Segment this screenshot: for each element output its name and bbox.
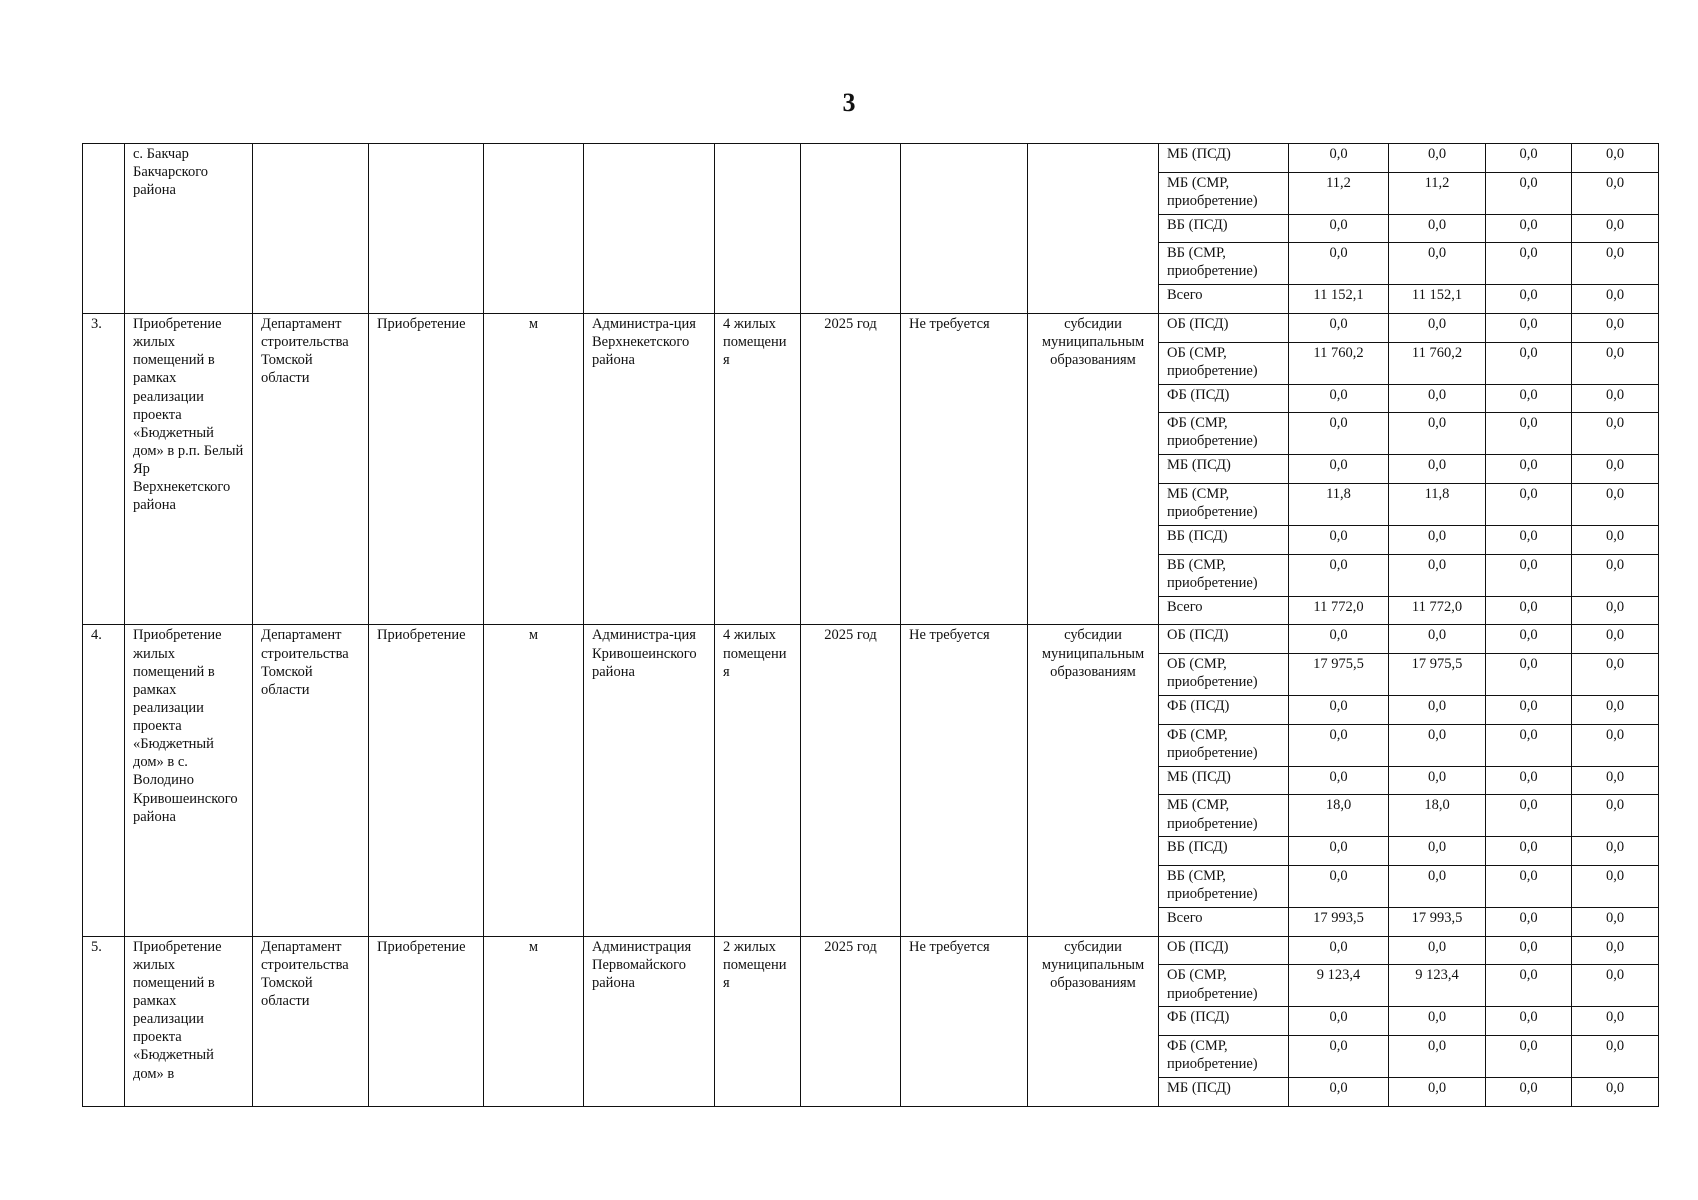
finance-source-cell: ОБ (ПСД) <box>1159 314 1289 343</box>
finance-value-cell: 0,0 <box>1486 285 1572 314</box>
customer-cell: Департамент строительства Томской области <box>253 314 369 625</box>
work-type-cell: Приобретение <box>369 625 484 936</box>
finance-value-cell: 0,0 <box>1572 285 1659 314</box>
capacity-cell: 4 жилых помещения <box>715 625 801 936</box>
finance-source-cell: Всего <box>1159 285 1289 314</box>
expertise-cell <box>901 144 1028 314</box>
finance-value-cell: 0,0 <box>1389 1036 1486 1078</box>
finance-value-cell: 0,0 <box>1572 837 1659 866</box>
finance-value-cell: 0,0 <box>1486 1007 1572 1036</box>
finance-value-cell: 0,0 <box>1486 384 1572 413</box>
finance-value-cell: 0,0 <box>1486 314 1572 343</box>
finance-value-cell: 11 772,0 <box>1289 596 1389 625</box>
finance-value-cell: 0,0 <box>1389 413 1486 455</box>
finance-value-cell: 0,0 <box>1289 144 1389 173</box>
finance-source-cell: ВБ (СМР, приобретение) <box>1159 866 1289 908</box>
finance-source-cell: ФБ (ПСД) <box>1159 384 1289 413</box>
finance-value-cell: 0,0 <box>1572 484 1659 526</box>
finance-value-cell: 11 760,2 <box>1389 342 1486 384</box>
finance-value-cell: 0,0 <box>1389 936 1486 965</box>
finance-source-cell: Всего <box>1159 908 1289 937</box>
finance-value-cell: 0,0 <box>1572 172 1659 214</box>
finance-value-cell: 0,0 <box>1486 455 1572 484</box>
finance-value-cell: 11,2 <box>1389 172 1486 214</box>
finance-value-cell: 0,0 <box>1389 384 1486 413</box>
finance-value-cell: 0,0 <box>1572 554 1659 596</box>
finance-value-cell: 17 975,5 <box>1289 654 1389 696</box>
finance-value-cell: 11,8 <box>1289 484 1389 526</box>
finance-value-cell: 0,0 <box>1572 243 1659 285</box>
finance-source-cell: ФБ (СМР, приобретение) <box>1159 724 1289 766</box>
finance-value-cell: 0,0 <box>1572 625 1659 654</box>
finance-value-cell: 0,0 <box>1389 696 1486 725</box>
recipient-cell: Администра-ция Верхнекетского района <box>584 314 715 625</box>
finance-value-cell: 17 993,5 <box>1289 908 1389 937</box>
finance-value-cell: 0,0 <box>1289 837 1389 866</box>
finance-source-cell: МБ (ПСД) <box>1159 1078 1289 1107</box>
finance-source-cell: ОБ (СМР, приобретение) <box>1159 965 1289 1007</box>
finance-value-cell: 0,0 <box>1572 144 1659 173</box>
finance-value-cell: 0,0 <box>1572 795 1659 837</box>
period-cell: 2025 год <box>801 625 901 936</box>
finance-value-cell: 0,0 <box>1486 936 1572 965</box>
finance-value-cell: 0,0 <box>1486 696 1572 725</box>
recipient-cell: Администра-ция Кривошеинского района <box>584 625 715 936</box>
expertise-cell: Не требуется <box>901 314 1028 625</box>
finance-value-cell: 0,0 <box>1486 908 1572 937</box>
row-number-cell: 3. <box>83 314 125 625</box>
table-row <box>83 936 1659 965</box>
finance-source-cell: ОБ (СМР, приобретение) <box>1159 342 1289 384</box>
finance-value-cell: 0,0 <box>1289 455 1389 484</box>
finance-value-cell: 0,0 <box>1289 866 1389 908</box>
finance-value-cell: 0,0 <box>1486 837 1572 866</box>
finance-value-cell: 11 152,1 <box>1389 285 1486 314</box>
finance-value-cell: 0,0 <box>1389 625 1486 654</box>
unit-cell: м <box>484 625 584 936</box>
period-cell <box>801 144 901 314</box>
finance-value-cell: 0,0 <box>1572 866 1659 908</box>
finance-value-cell: 0,0 <box>1572 214 1659 243</box>
finance-value-cell: 0,0 <box>1486 866 1572 908</box>
period-cell: 2025 год <box>801 936 901 1106</box>
finance-source-cell: ОБ (ПСД) <box>1159 625 1289 654</box>
unit-cell <box>484 144 584 314</box>
finance-value-cell: 0,0 <box>1572 908 1659 937</box>
table-row <box>83 144 1659 173</box>
finance-value-cell: 0,0 <box>1572 413 1659 455</box>
finance-source-cell: МБ (СМР, приобретение) <box>1159 172 1289 214</box>
customer-cell <box>253 144 369 314</box>
funding-form-cell: субсидии муниципальным образованиям <box>1028 936 1159 1106</box>
unit-cell: м <box>484 314 584 625</box>
finance-value-cell: 11,2 <box>1289 172 1389 214</box>
finance-source-cell: ФБ (СМР, приобретение) <box>1159 413 1289 455</box>
finance-source-cell: ФБ (ПСД) <box>1159 696 1289 725</box>
finance-value-cell: 0,0 <box>1486 243 1572 285</box>
finance-value-cell: 0,0 <box>1572 696 1659 725</box>
finance-value-cell: 9 123,4 <box>1389 965 1486 1007</box>
recipient-cell: Администрация Первомайского района <box>584 936 715 1106</box>
finance-source-cell: МБ (ПСД) <box>1159 455 1289 484</box>
expertise-cell: Не требуется <box>901 936 1028 1106</box>
finance-value-cell: 0,0 <box>1486 654 1572 696</box>
row-number-cell: 4. <box>83 625 125 936</box>
object-name-cell: Приобретение жилых помещений в рамках реализации проекта «Бюджетный дом» в р.п. Белый Яр Верхнекетского района <box>125 314 253 625</box>
finance-value-cell: 0,0 <box>1572 314 1659 343</box>
finance-source-cell: ВБ (ПСД) <box>1159 837 1289 866</box>
customer-cell: Департамент строительства Томской области <box>253 936 369 1106</box>
row-number-cell <box>83 144 125 314</box>
customer-cell: Департамент строительства Томской области <box>253 625 369 936</box>
finance-value-cell: 0,0 <box>1289 625 1389 654</box>
finance-value-cell: 0,0 <box>1289 1007 1389 1036</box>
finance-value-cell: 0,0 <box>1289 413 1389 455</box>
finance-value-cell: 0,0 <box>1486 795 1572 837</box>
finance-source-cell: МБ (СМР, приобретение) <box>1159 484 1289 526</box>
recipient-cell <box>584 144 715 314</box>
finance-value-cell: 0,0 <box>1289 696 1389 725</box>
finance-value-cell: 0,0 <box>1289 314 1389 343</box>
finance-value-cell: 0,0 <box>1572 1007 1659 1036</box>
page-number: 3 <box>842 88 856 117</box>
finance-value-cell: 17 993,5 <box>1389 908 1486 937</box>
object-name-cell: с. Бакчар Бакчарского района <box>125 144 253 314</box>
budget-table <box>82 143 1659 1107</box>
finance-value-cell: 0,0 <box>1289 1036 1389 1078</box>
finance-value-cell: 0,0 <box>1289 554 1389 596</box>
work-type-cell: Приобретение <box>369 314 484 625</box>
finance-value-cell: 11 152,1 <box>1289 285 1389 314</box>
finance-value-cell: 0,0 <box>1572 455 1659 484</box>
finance-value-cell: 0,0 <box>1486 724 1572 766</box>
finance-source-cell: ВБ (СМР, приобретение) <box>1159 554 1289 596</box>
finance-value-cell: 0,0 <box>1289 936 1389 965</box>
finance-value-cell: 18,0 <box>1289 795 1389 837</box>
finance-value-cell: 0,0 <box>1572 526 1659 555</box>
table-row <box>83 625 1659 654</box>
finance-source-cell: МБ (СМР, приобретение) <box>1159 795 1289 837</box>
finance-value-cell: 0,0 <box>1389 314 1486 343</box>
finance-value-cell: 0,0 <box>1486 484 1572 526</box>
finance-value-cell: 0,0 <box>1389 554 1486 596</box>
finance-value-cell: 9 123,4 <box>1289 965 1389 1007</box>
object-name-cell: Приобретение жилых помещений в рамках реализации проекта «Бюджетный дом» в <box>125 936 253 1106</box>
finance-value-cell: 0,0 <box>1572 936 1659 965</box>
funding-form-cell <box>1028 144 1159 314</box>
finance-source-cell: Всего <box>1159 596 1289 625</box>
finance-value-cell: 0,0 <box>1486 1036 1572 1078</box>
finance-value-cell: 0,0 <box>1389 144 1486 173</box>
finance-source-cell: ФБ (ПСД) <box>1159 1007 1289 1036</box>
finance-value-cell: 18,0 <box>1389 795 1486 837</box>
finance-value-cell: 0,0 <box>1389 214 1486 243</box>
finance-value-cell: 0,0 <box>1289 214 1389 243</box>
finance-value-cell: 17 975,5 <box>1389 654 1486 696</box>
finance-value-cell: 0,0 <box>1289 766 1389 795</box>
capacity-cell: 4 жилых помещения <box>715 314 801 625</box>
finance-source-cell: ВБ (ПСД) <box>1159 526 1289 555</box>
row-number-cell: 5. <box>83 936 125 1106</box>
finance-value-cell: 0,0 <box>1486 965 1572 1007</box>
finance-value-cell: 0,0 <box>1486 342 1572 384</box>
finance-value-cell: 0,0 <box>1486 172 1572 214</box>
finance-source-cell: ВБ (ПСД) <box>1159 214 1289 243</box>
finance-value-cell: 0,0 <box>1486 413 1572 455</box>
finance-value-cell: 0,0 <box>1389 724 1486 766</box>
finance-value-cell: 0,0 <box>1572 342 1659 384</box>
finance-source-cell: ОБ (СМР, приобретение) <box>1159 654 1289 696</box>
finance-source-cell: ОБ (ПСД) <box>1159 936 1289 965</box>
finance-value-cell: 0,0 <box>1572 965 1659 1007</box>
finance-value-cell: 0,0 <box>1389 766 1486 795</box>
capacity-cell: 2 жилых помещения <box>715 936 801 1106</box>
finance-value-cell: 0,0 <box>1572 1036 1659 1078</box>
finance-value-cell: 0,0 <box>1289 384 1389 413</box>
expertise-cell: Не требуется <box>901 625 1028 936</box>
finance-value-cell: 0,0 <box>1389 866 1486 908</box>
finance-value-cell: 0,0 <box>1389 243 1486 285</box>
table-row <box>83 314 1659 343</box>
finance-value-cell: 0,0 <box>1289 526 1389 555</box>
finance-value-cell: 0,0 <box>1486 554 1572 596</box>
finance-value-cell: 0,0 <box>1486 214 1572 243</box>
finance-value-cell: 11 760,2 <box>1289 342 1389 384</box>
finance-value-cell: 0,0 <box>1572 1078 1659 1107</box>
finance-value-cell: 0,0 <box>1486 596 1572 625</box>
finance-value-cell: 0,0 <box>1389 837 1486 866</box>
finance-value-cell: 0,0 <box>1572 724 1659 766</box>
finance-value-cell: 0,0 <box>1572 766 1659 795</box>
finance-value-cell: 0,0 <box>1389 526 1486 555</box>
finance-value-cell: 0,0 <box>1389 455 1486 484</box>
funding-form-cell: субсидии муниципальным образованиям <box>1028 314 1159 625</box>
period-cell: 2025 год <box>801 314 901 625</box>
capacity-cell <box>715 144 801 314</box>
finance-value-cell: 0,0 <box>1572 384 1659 413</box>
finance-value-cell: 0,0 <box>1389 1078 1486 1107</box>
finance-value-cell: 0,0 <box>1486 625 1572 654</box>
work-type-cell <box>369 144 484 314</box>
finance-source-cell: МБ (ПСД) <box>1159 766 1289 795</box>
work-type-cell: Приобретение <box>369 936 484 1106</box>
finance-value-cell: 0,0 <box>1486 766 1572 795</box>
finance-value-cell: 11,8 <box>1389 484 1486 526</box>
finance-value-cell: 0,0 <box>1572 654 1659 696</box>
object-name-cell: Приобретение жилых помещений в рамках реализации проекта «Бюджетный дом» в с. Володино Кривошеинского района <box>125 625 253 936</box>
finance-value-cell: 0,0 <box>1389 1007 1486 1036</box>
finance-value-cell: 0,0 <box>1486 526 1572 555</box>
finance-source-cell: ВБ (СМР, приобретение) <box>1159 243 1289 285</box>
finance-source-cell: ФБ (СМР, приобретение) <box>1159 1036 1289 1078</box>
finance-value-cell: 0,0 <box>1289 243 1389 285</box>
finance-value-cell: 11 772,0 <box>1389 596 1486 625</box>
finance-value-cell: 0,0 <box>1572 596 1659 625</box>
finance-value-cell: 0,0 <box>1289 1078 1389 1107</box>
finance-source-cell: МБ (ПСД) <box>1159 144 1289 173</box>
unit-cell: м <box>484 936 584 1106</box>
funding-form-cell: субсидии муниципальным образованиям <box>1028 625 1159 936</box>
finance-value-cell: 0,0 <box>1486 144 1572 173</box>
finance-value-cell: 0,0 <box>1486 1078 1572 1107</box>
finance-value-cell: 0,0 <box>1289 724 1389 766</box>
